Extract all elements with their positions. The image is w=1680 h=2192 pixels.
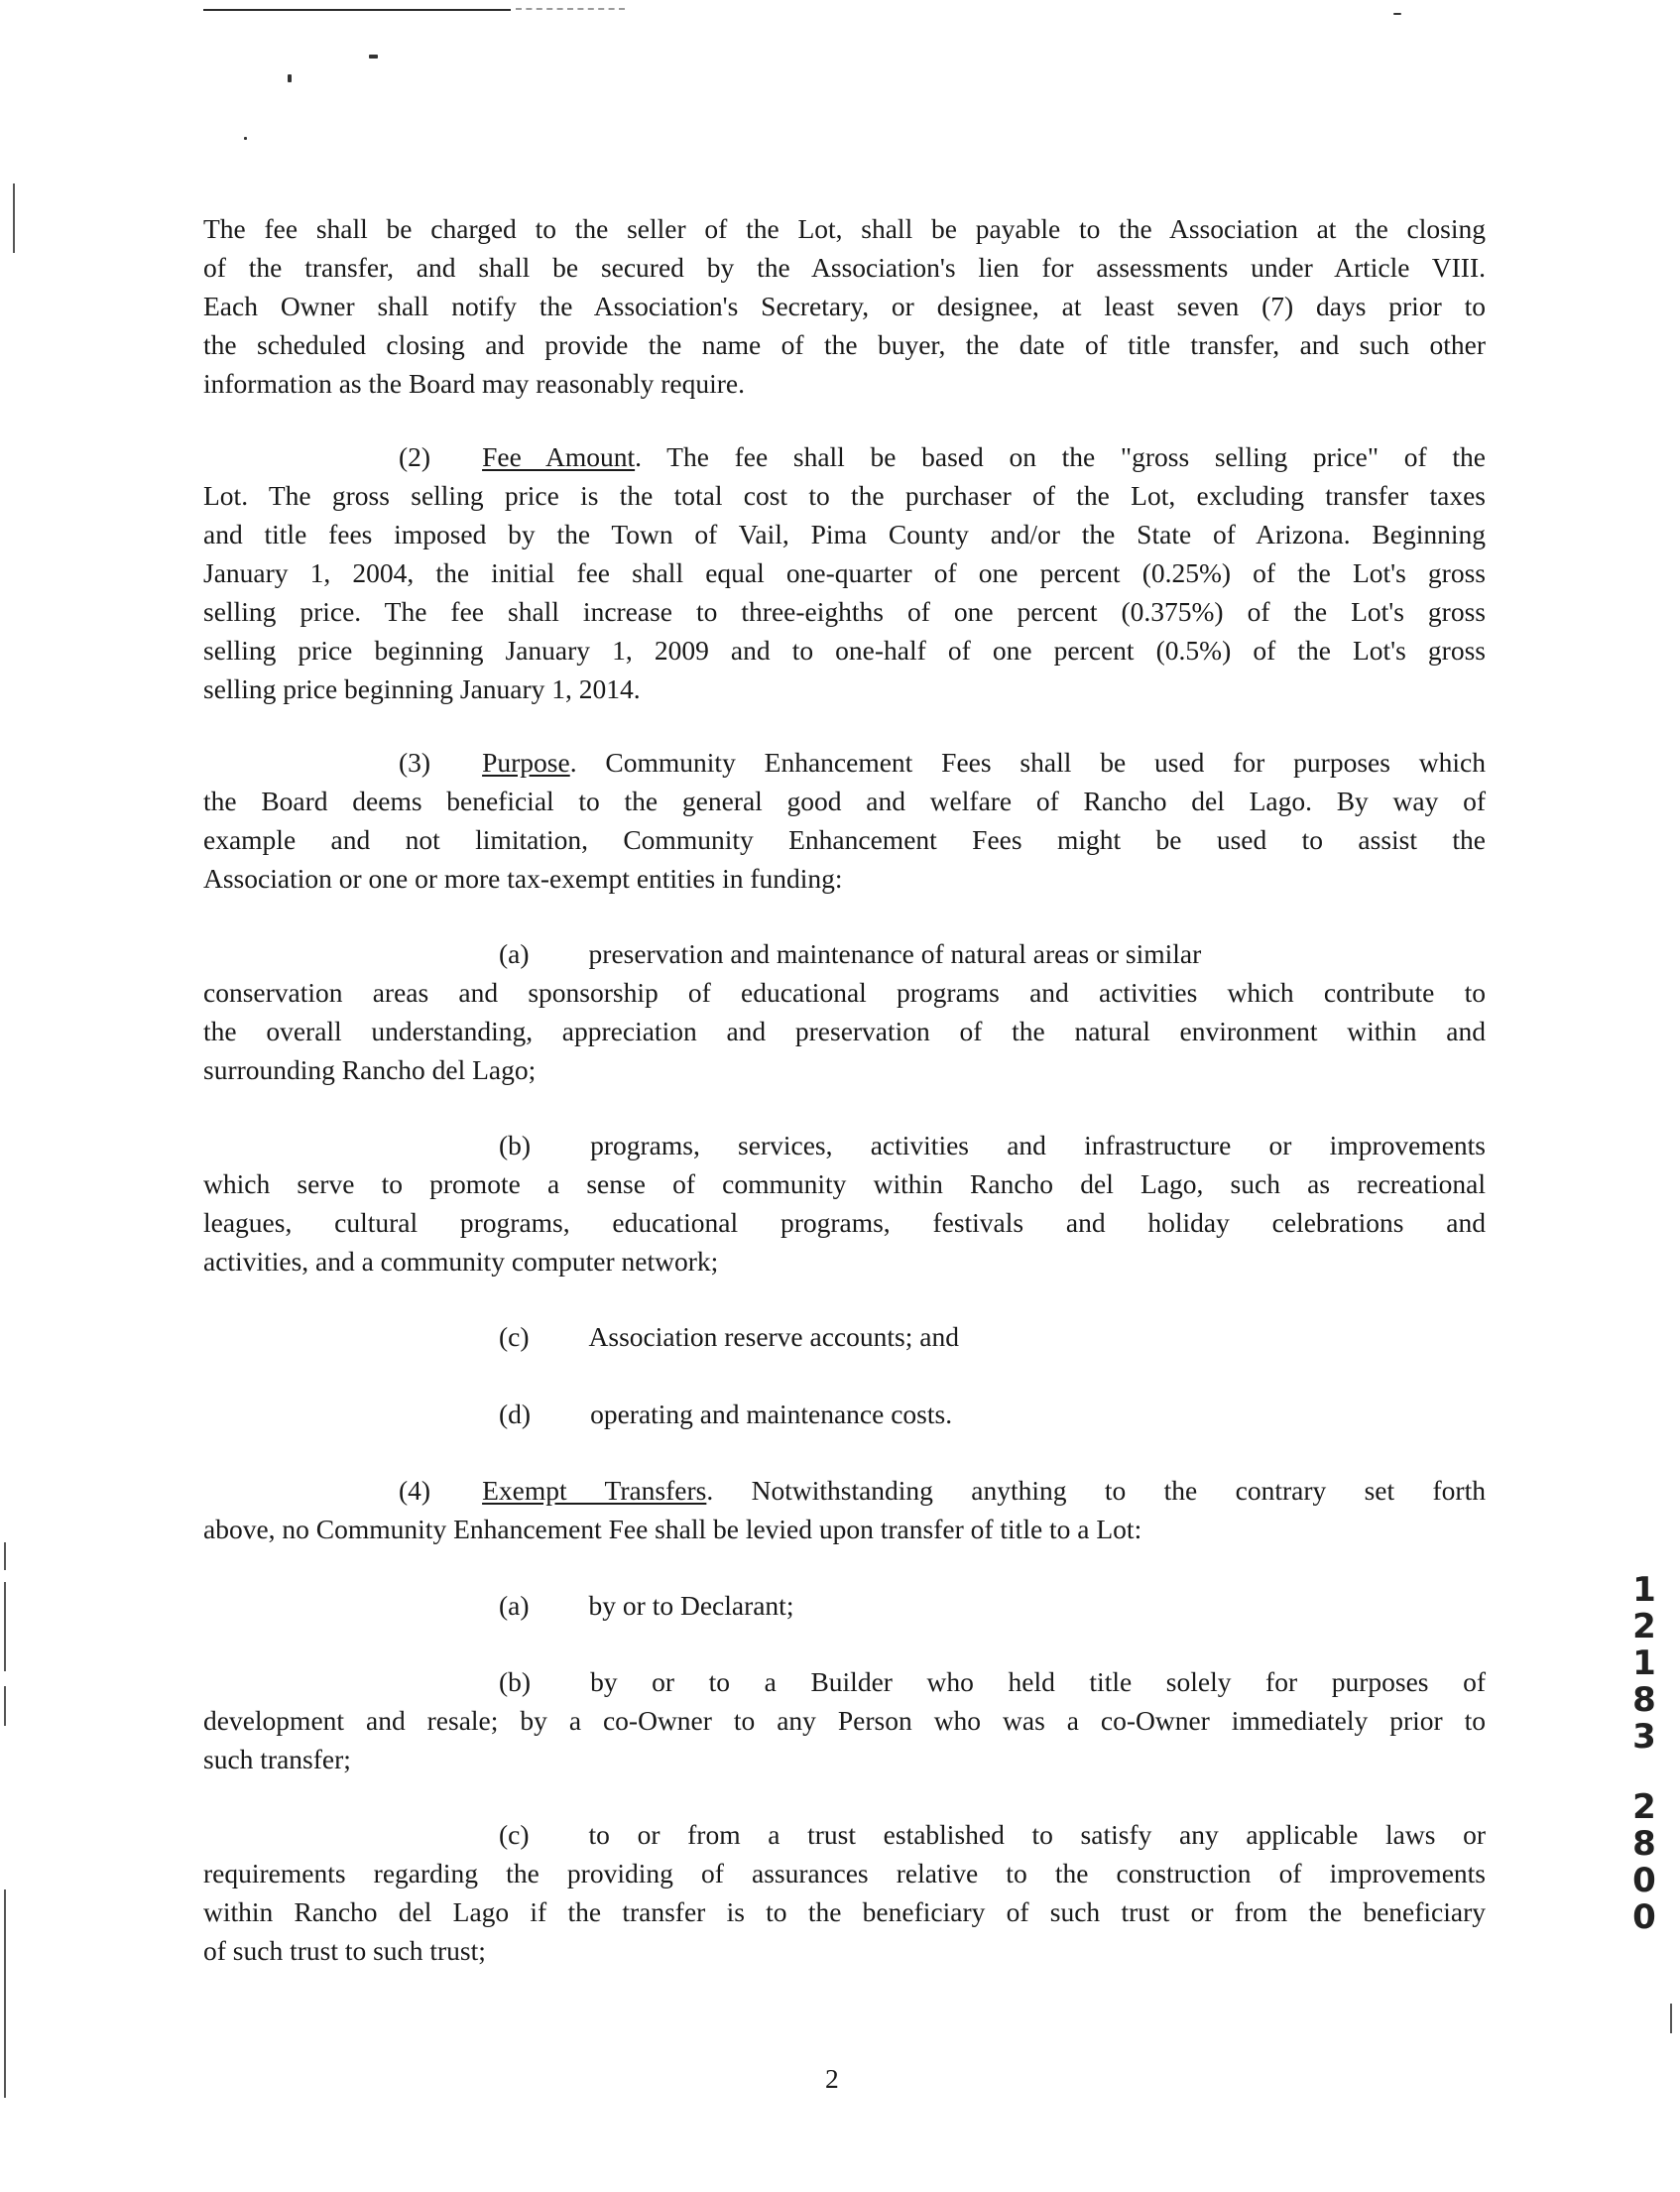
section-heading: Fee Amount [482, 441, 636, 472]
text-line: Lot. The gross selling price is the total cost to the purchaser of the Lot, excluding transfer taxes [203, 480, 1486, 511]
text-fragment: by or to Declarant; [588, 1590, 794, 1621]
list-item-first-line [203, 1317, 1486, 1356]
list-letter: (a) [499, 938, 530, 969]
list-item-first-line [203, 1662, 1486, 1701]
text-line: selling price. The fee shall increase to three-eighths of one percent (0.375%) of the Lot's gross [203, 596, 1486, 627]
text-line: development and resale; by a co-Owner to any Person who was a co-Owner immediately prior to [203, 1705, 1486, 1736]
text-line: of the transfer, and shall be secured by the Association's lien for assessments under Article VIII. [203, 252, 1486, 283]
text-line: the scheduled closing and provide the name of the buyer, the date of title transfer, and such other [203, 329, 1486, 360]
list-item-purpose-d [203, 1395, 1486, 1433]
text-line: above, no Community Enhancement Fee shall be levied upon transfer of title to a Lot: [203, 1514, 1142, 1544]
paragraph-fee-charged [203, 209, 1486, 403]
text-fragment: . Community Enhancement Fees shall be used for purposes which [569, 747, 1486, 778]
text-line: The fee shall be charged to the seller of the Lot, shall be payable to the Association at the closing [203, 213, 1486, 244]
list-item-exempt-a [203, 1586, 1486, 1625]
section-heading: Exempt Transfers [482, 1475, 707, 1506]
margin-artifact [1670, 2004, 1672, 2033]
text-line: information as the Board may reasonably require. [203, 368, 745, 399]
list-letter: (b) [499, 1666, 532, 1697]
scan-artifact-mark [288, 74, 292, 82]
scan-artifact-mark [369, 55, 378, 59]
recording-number-stamp [1626, 1572, 1662, 1936]
stamp-spacer [1626, 1756, 1662, 1789]
section-number: (2) [399, 441, 431, 472]
text-line: the overall understanding, appreciation and preservation of the natural environment within and [203, 1016, 1486, 1046]
text-line: leagues, cultural programs, educational programs, festivals and holiday celebrations and [203, 1207, 1486, 1238]
list-item-purpose-c [203, 1317, 1486, 1356]
section-number: (3) [399, 747, 431, 778]
list-item-first-line [203, 934, 1486, 973]
list-letter: (b) [499, 1130, 532, 1160]
section-purpose [203, 743, 1486, 898]
section-exempt-transfers [203, 1471, 1486, 1548]
list-item-exempt-c [203, 1815, 1486, 1970]
stamp-digit: 1 [1632, 1644, 1656, 1683]
text-line: Association or one or more tax-exempt entities in funding: [203, 863, 843, 894]
text-fragment: to or from a trust established to satisfy any applicable laws or [588, 1819, 1486, 1850]
section-heading-line [203, 1471, 1486, 1510]
stamp-digit: 2 [1632, 1787, 1656, 1827]
section-heading: Purpose [482, 747, 570, 778]
list-letter: (d) [499, 1399, 532, 1429]
section-number: (4) [399, 1475, 431, 1506]
margin-artifact [4, 1542, 6, 1570]
stamp-digit: 2 [1632, 1607, 1656, 1646]
text-line: requirements regarding the providing of assurances relative to the construction of improvements [203, 1858, 1486, 1888]
text-line: January 1, 2004, the initial fee shall equal one-quarter of one percent (0.25%) of the Lot's gross [203, 557, 1486, 588]
text-fragment: Association reserve accounts; and [588, 1321, 959, 1352]
text-line: of such trust to such trust; [203, 1935, 486, 1966]
page-number: 2 [825, 2063, 839, 2094]
stamp-digit: 1 [1632, 1570, 1656, 1610]
list-item-first-line [203, 1395, 1486, 1433]
text-line: Each Owner shall notify the Association's Secretary, or designee, at least seven (7) days prior to [203, 291, 1486, 321]
margin-artifact [13, 183, 15, 253]
text-fragment: preservation and maintenance of natural areas or similar [588, 938, 1202, 969]
text-fragment: by or to a Builder who held title solely for purposes of [590, 1666, 1486, 1697]
text-line: example and not limitation, Community Enhancement Fees might be used to assist the [203, 824, 1486, 855]
text-fragment: programs, services, activities and infrastructure or improvements [590, 1130, 1486, 1160]
text-line: which serve to promote a sense of community within Rancho del Lago, such as recreational [203, 1168, 1486, 1199]
list-letter: (c) [499, 1321, 530, 1352]
list-item-purpose-b [203, 1126, 1486, 1280]
stamp-digit: 0 [1632, 1897, 1656, 1937]
margin-artifact [4, 1582, 6, 1671]
list-letter: (a) [499, 1590, 530, 1621]
text-line: activities, and a community computer network; [203, 1246, 719, 1277]
list-item-first-line [203, 1586, 1486, 1625]
list-item-first-line [203, 1815, 1486, 1854]
text-fragment: operating and maintenance costs. [590, 1399, 953, 1429]
stamp-digit: 8 [1632, 1824, 1656, 1864]
list-item-purpose-a [203, 934, 1486, 1089]
section-fee-amount [203, 437, 1486, 708]
text-line: within Rancho del Lago if the transfer is to the beneficiary of such trust or from the beneficiary [203, 1896, 1486, 1927]
text-line: the Board deems beneficial to the general good and welfare of Rancho del Lago. By way of [203, 786, 1486, 816]
text-line: selling price beginning January 1, 2009 and to one-half of one percent (0.5%) of the Lot's gross [203, 635, 1486, 666]
stamp-digit: 0 [1632, 1861, 1656, 1900]
scan-artifact-rule-faint [516, 8, 625, 11]
stamp-digit: 3 [1632, 1717, 1656, 1757]
list-item-exempt-b [203, 1662, 1486, 1778]
text-fragment: . The fee shall be based on the "gross selling price" of the [635, 441, 1486, 472]
text-line: surrounding Rancho del Lago; [203, 1054, 537, 1085]
scan-artifact-mark [1393, 13, 1401, 15]
margin-artifact [4, 1889, 6, 2098]
text-line: and title fees imposed by the Town of Vail, Pima County and/or the State of Arizona. Beginning [203, 519, 1486, 549]
section-heading-line [203, 437, 1486, 476]
scan-artifact-mark [244, 137, 247, 140]
scan-artifact-rule [203, 9, 511, 11]
text-line: selling price beginning January 1, 2014. [203, 673, 641, 704]
text-line: such transfer; [203, 1744, 351, 1774]
stamp-digit: 8 [1632, 1680, 1656, 1720]
list-letter: (c) [499, 1819, 530, 1850]
section-heading-line [203, 743, 1486, 782]
list-item-first-line [203, 1126, 1486, 1164]
text-line: conservation areas and sponsorship of educational programs and activities which contribute to [203, 977, 1486, 1008]
margin-artifact [4, 1686, 6, 1726]
text-fragment: . Notwithstanding anything to the contrary set forth [706, 1475, 1486, 1506]
